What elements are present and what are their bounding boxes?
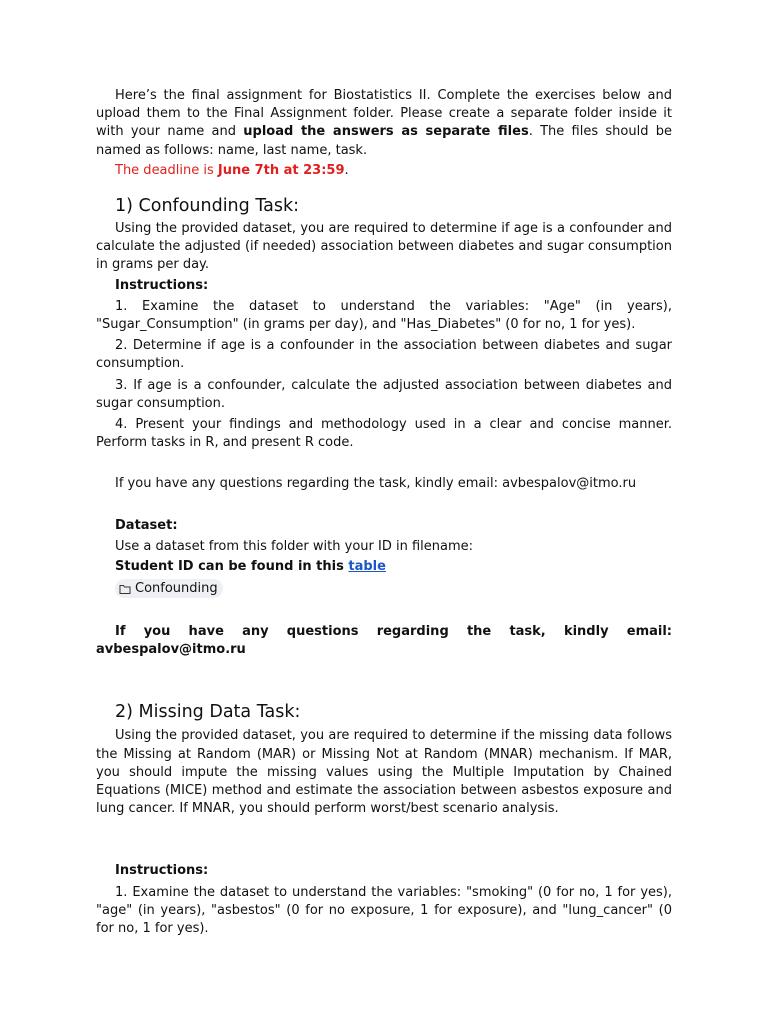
student-id-table-link[interactable]: table	[348, 559, 386, 575]
task2-description: Using the provided dataset, you are required to determine if the missing data follows the Missing at Random (MAR) or Missing Not at Random (MNAR) mechanism. If MAR, you should impute the missing values using the Multiple Imputation by Chained Equations (MICE) method and estimate the association between asbestos exposure and lung cancer. If MNAR, you should perform worst/best scenario analysis.	[96, 728, 672, 817]
task1-instructions-label: Instructions:	[115, 277, 209, 293]
deadline-line: The deadline is June 7th at 23:59.	[115, 162, 349, 178]
student-id-line: Student ID can be found in this table	[115, 559, 386, 575]
dataset-label: Dataset:	[115, 517, 178, 533]
folder-icon	[119, 583, 131, 595]
task1-step: 1. Examine the dataset to understand the variables: "Age" (in years), "Sugar_Consumption" (in grams per day), and "Has_Diabetes" (0 for no, 1 for yes).	[96, 298, 672, 333]
document-body	[96, 87, 672, 938]
task1-heading: 1) Confounding Task:	[115, 196, 299, 217]
task1-questions-bold: If you have any questions regarding the task, kindly email: avbespalov@itmo.ru	[96, 623, 672, 658]
task1-questions: If you have any questions regarding the task, kindly email: avbespalov@itmo.ru	[115, 476, 637, 492]
folder-chip-row	[96, 579, 672, 601]
task1-step: 4. Present your findings and methodology used in a clear and concise manner. Perform tasks in R, and present R code.	[96, 417, 672, 451]
intro-bold-text: upload the answers as separate files	[243, 124, 529, 140]
task2-step: 1. Examine the dataset to understand the variables: "smoking" (0 for no, 1 for yes), "age" (in years), "asbestos" (0 for no exposure, 1 for exposure), and "lung_cancer" (0 for no, 1 for yes).	[96, 884, 672, 936]
task1-step: 3. If age is a confounder, calculate the adjusted association between diabetes and sugar consumption.	[96, 377, 672, 411]
confounding-folder-chip[interactable]: Confounding	[115, 579, 223, 598]
task1-description: Using the provided dataset, you are required to determine if age is a confounder and calculate the adjusted (if needed) association between diabetes and sugar consumption in grams per day.	[96, 221, 672, 273]
task2-heading: 2) Missing Data Task:	[115, 702, 301, 723]
task1-step: 2. Determine if age is a confounder in the association between diabetes and sugar consumption.	[96, 338, 672, 372]
dataset-text: Use a dataset from this folder with your ID in filename:	[115, 538, 473, 554]
intro-paragraph: Here’s the final assignment for Biostatistics II. Complete the exercises below and upload them to the Final Assignment folder. Please create a separate folder inside it with your name and upload the answers as separate files. The files should be named as follows: name, last name, task.	[96, 88, 673, 158]
task2-instructions-label: Instructions:	[115, 863, 209, 879]
deadline-date: June 7th at 23:59	[217, 162, 345, 178]
